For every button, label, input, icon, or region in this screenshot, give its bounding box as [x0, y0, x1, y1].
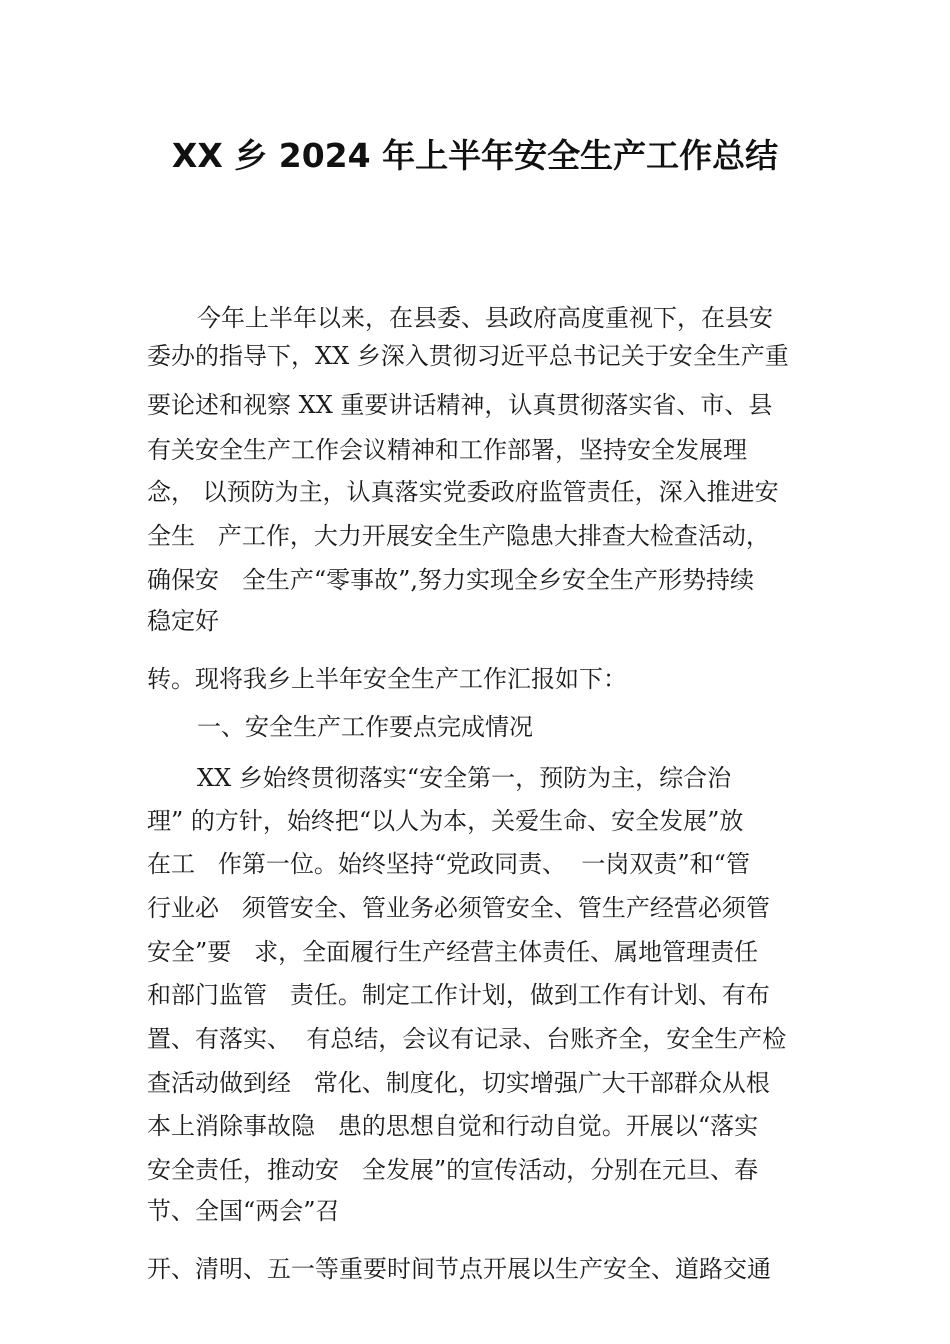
paragraph-line: 转。现将我乡上半年安全生产工作汇报如下： — [147, 665, 627, 693]
paragraph-line: 安全责任，推动安 全发展”的宣传活动，分别在元旦、春 — [147, 1156, 759, 1184]
paragraph-line: 和部门监管 责任。制定工作计划，做到工作有计划、有布 — [147, 981, 770, 1009]
paragraph-line: 念， 以预防为主，认真落实党委政府监管责任，深入推进安 — [147, 478, 779, 506]
paragraph-line: 稳定好 — [147, 607, 219, 635]
paragraph-line: 查活动做到经 常化、制度化，切实增强广大干部群众从根 — [147, 1069, 770, 1097]
paragraph-line: 节、全国“两会”召 — [147, 1197, 340, 1225]
paragraph-line: 确保安 全生产“零事故”,努力实现全乡安全生产形势持续 — [147, 566, 755, 594]
paragraph-line: 委办的指导下，XX 乡深入贯彻习近平总书记关于安全生产重 — [147, 342, 789, 370]
paragraph-line: 全生 产工作，大力开展安全生产隐患大排查大检查活动， — [147, 522, 770, 550]
paragraph-line: 有关安全生产工作会议精神和工作部署，坚持安全发展理 — [147, 436, 747, 464]
section-heading: 一、安全生产工作要点完成情况 — [197, 713, 533, 741]
document-title: XX 乡 2024 年上半年安全生产工作总结 — [171, 136, 779, 175]
paragraph-line: 开、清明、五一等重要时间节点开展以生产安全、道路交通 — [147, 1255, 771, 1283]
paragraph-line: 本上消除事故隐 患的思想自觉和行动自觉。开展以“落实 — [147, 1112, 759, 1140]
paragraph-line: XX 乡始终贯彻落实“安全第一，预防为主，综合治 — [197, 764, 732, 792]
paragraph-line: 要论述和视察 XX 重要讲话精神，认真贯彻落实省、市、县 — [147, 391, 773, 419]
paragraph-line: 在工 作第一位。始终坚持“党政同责、 一岗双责”和“管 — [147, 850, 750, 878]
paragraph-line: 安全”要 求，全面履行生产经营主体责任、属地管理责任 — [147, 938, 759, 966]
paragraph-line: 置、有落实、 有总结，会议有记录、台账齐全，安全生产检 — [147, 1025, 787, 1053]
paragraph-line: 理” 的方针，始终把“以人为本，关爱生命、安全发展”放 — [147, 807, 744, 835]
paragraph-line: 行业必 须管安全、管业务必须管安全、管生产经营必须管 — [147, 894, 770, 922]
paragraph-line: 今年上半年以来，在县委、县政府高度重视下，在县安 — [197, 304, 773, 332]
